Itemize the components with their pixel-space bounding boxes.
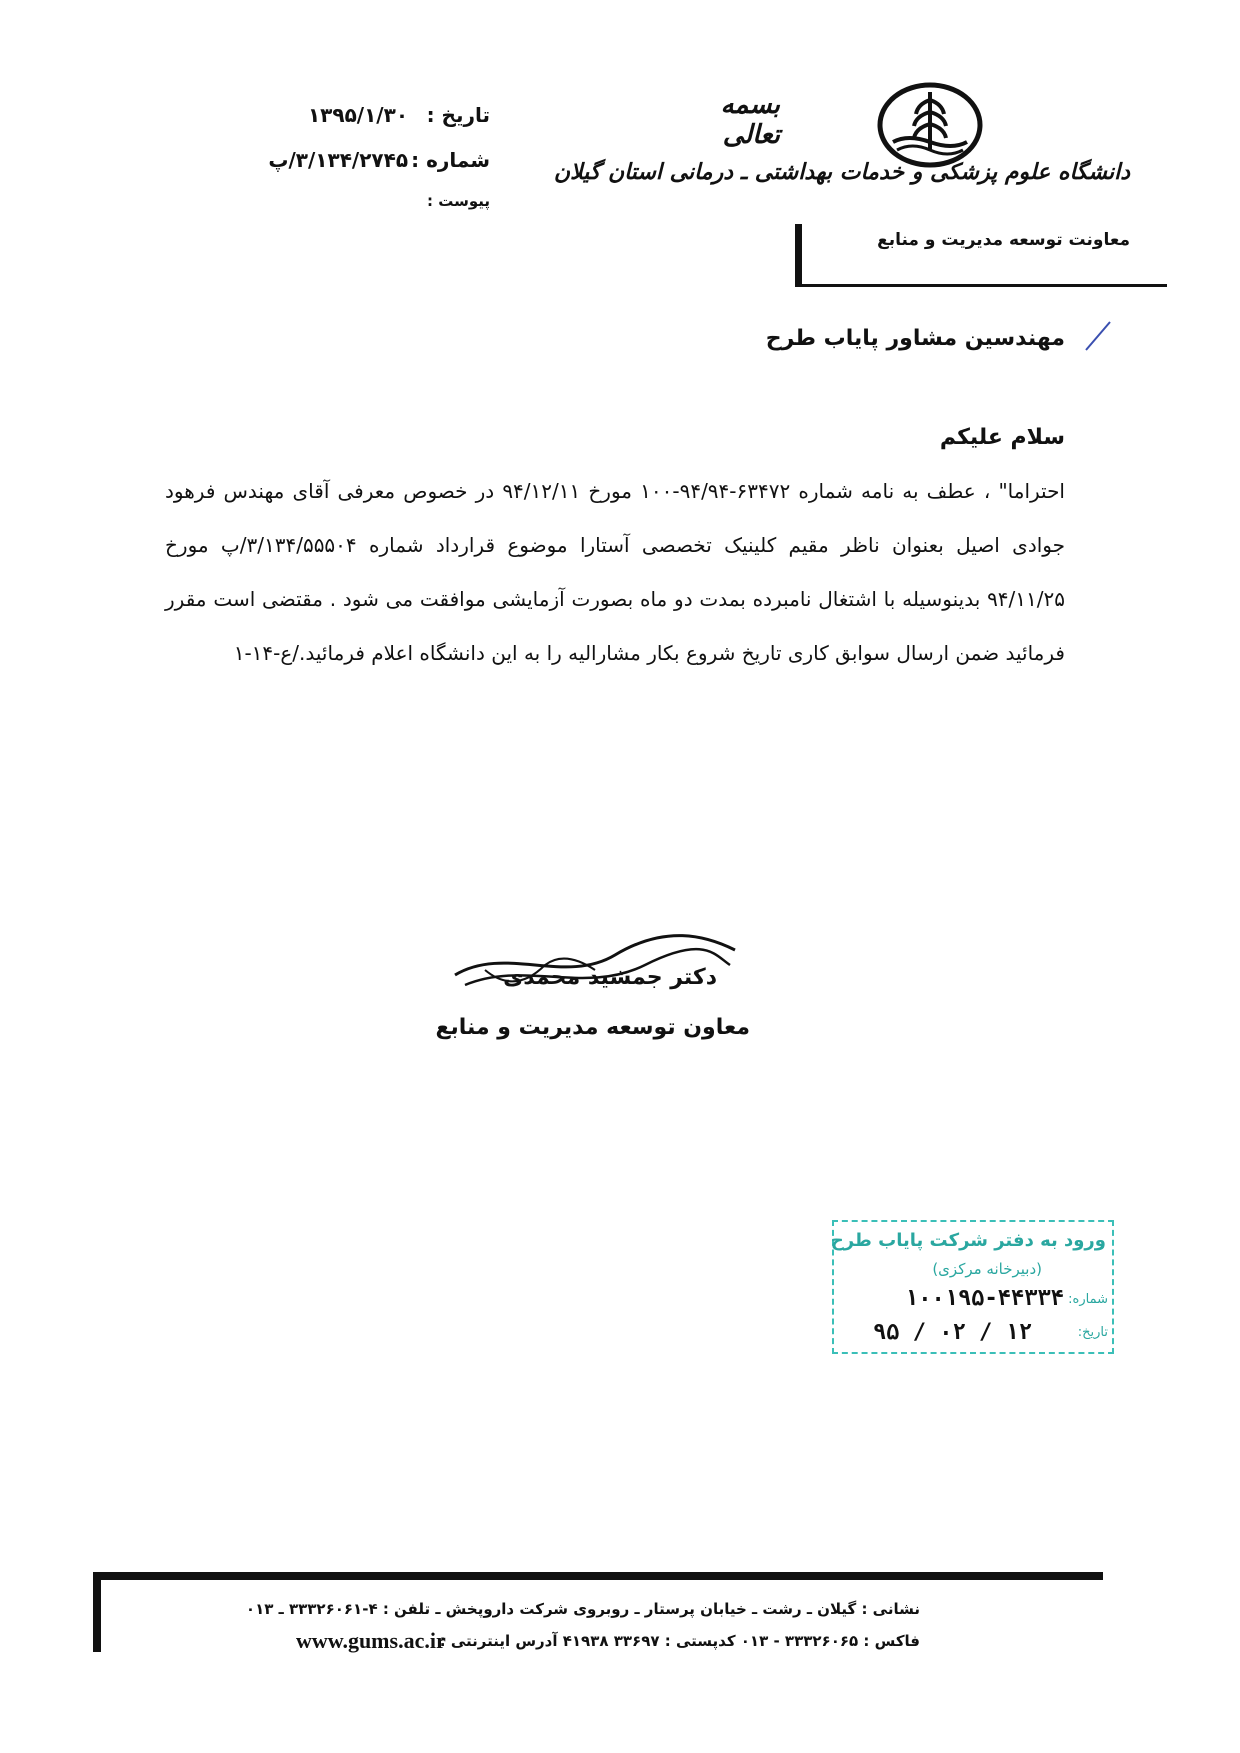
date-label: تاریخ : — [426, 103, 490, 127]
number-label: شماره : — [411, 148, 490, 172]
footer-rule — [93, 1572, 1103, 1580]
attachment-label: پیوست : — [426, 192, 490, 210]
footer-contact: فاکس : ۳۳۳۲۶۰۶۵ - ۰۱۳ کدپستی : ۳۳۶۹۷ ۴۱۹۳۸ آدرس اینترنتی : — [439, 1632, 920, 1650]
stamp-subtitle: (دبیرخانه مرکزی) — [932, 1260, 1042, 1278]
greeting: سلام علیکم — [939, 425, 1065, 450]
letter-date — [308, 103, 490, 127]
letter-attachment — [427, 192, 490, 210]
stamp-number-label: شماره: — [1068, 1292, 1108, 1307]
footer-website-link[interactable]: www.gums.ac.ir — [296, 1628, 446, 1653]
signatory-title: معاون توسعه مدیریت و منابع — [435, 1015, 750, 1040]
stamp-number-value: ۱۰۰۱۹۵-۴۴۳۳۴ — [905, 1286, 1064, 1311]
bismillah-heading: بسمه تعالی — [720, 90, 780, 150]
receipt-stamp — [832, 1220, 1114, 1354]
stamp-date-label: تاریخ: — [1077, 1325, 1108, 1340]
footer-address: نشانی : گیلان ـ رشت ـ خیابان پرستار ـ روبروی شرکت داروپخش ـ تلفن : ۴-۳۳۳۲۶۰۶۱ ـ ۰۱۳ — [245, 1600, 920, 1618]
university-name: دانشگاه علوم پزشکی و خدمات بهداشتی ـ درمانی استان گیلان — [553, 160, 1130, 185]
date-value: ۱۳۹۵/۱/۳۰ — [307, 103, 409, 127]
stamp-date-value: ۱۲ / ۰۲ / ۹۵ — [873, 1320, 1032, 1345]
recipient: مهندسین مشاور پایاب طرح — [765, 326, 1065, 351]
letter-body: احتراما" ، عطف به نامه شماره ۶۳۴۷۲-۹۴/۹۴-۱۰۰ مورخ ۹۴/۱۲/۱۱ در خصوص معرفی آقای مهندس فرهود جوادی اصیل بعنوان ناظر مقیم کلینیک تخصصی آستارا موضوع قرارداد شماره ۳/۱۳۴/۵۵۵۰۴/پ مورخ ۹۴/۱۱/۲۵ بدینوسیله با اشتغال نامبرده بمدت دو ماه بصورت آزمایشی موافقت می شود . مقتضی است مقرر فرمائید ضمن ارسال سوابق کاری تاریخ شروع بکار مشارالیه را به این دانشگاه اعلام فرمائید./ع-۱۴-۱ — [165, 479, 1065, 665]
checkmark-icon — [1083, 318, 1113, 352]
department-name: معاونت توسعه مدیریت و منابع — [877, 230, 1130, 250]
university-logo — [875, 80, 985, 170]
letter-number — [268, 148, 490, 172]
number-value: ۳/۱۳۴/۲۷۴۵/پ — [268, 148, 409, 172]
signatory-name: دکتر جمشید محمدی — [503, 965, 717, 990]
stamp-title: ورود به دفتر شرکت پایاب طرح — [830, 1230, 1106, 1251]
footer-corner-rule — [93, 1572, 101, 1652]
